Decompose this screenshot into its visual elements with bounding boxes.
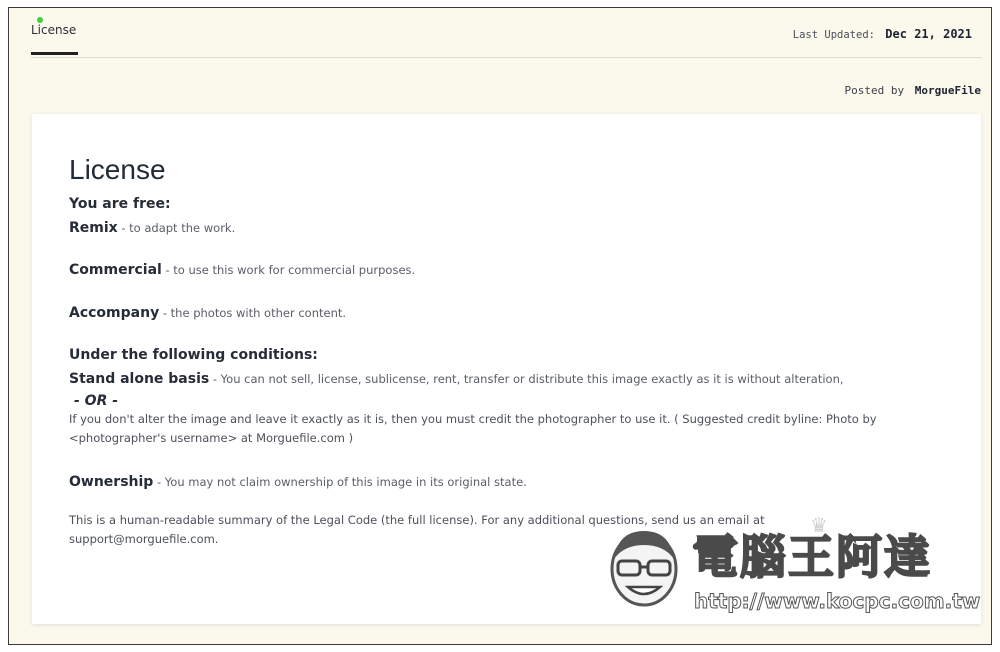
ownership-desc: - You may not claim ownership of this image in its original state. bbox=[153, 475, 527, 489]
watermark-face-icon bbox=[604, 521, 684, 611]
last-updated bbox=[793, 27, 972, 41]
accompany-item bbox=[69, 305, 346, 321]
posted-by-label: Posted by bbox=[844, 84, 905, 97]
tab-license-label: License bbox=[31, 23, 77, 37]
conditions-heading: Under the following conditions: bbox=[69, 347, 318, 363]
remix-item bbox=[69, 220, 235, 236]
ownership-item bbox=[69, 474, 527, 490]
posted-by bbox=[845, 84, 981, 97]
free-heading: You are free: bbox=[69, 196, 171, 212]
standalone-item bbox=[69, 371, 844, 387]
remix-term: Remix bbox=[69, 220, 118, 236]
watermark-crown-icon: ♛ bbox=[810, 513, 828, 537]
tab-license[interactable] bbox=[31, 23, 76, 47]
last-updated-label: Last Updated: bbox=[792, 29, 875, 41]
watermark bbox=[598, 513, 981, 615]
active-tab-indicator bbox=[31, 52, 78, 55]
or-separator: - OR - bbox=[74, 393, 119, 409]
accompany-desc: - the photos with other content. bbox=[159, 306, 347, 320]
standalone-term: Stand alone basis bbox=[69, 371, 210, 387]
watermark-name: 電腦王阿達 bbox=[692, 530, 932, 584]
credit-line-2: <photographer's username> at Morguefile.com ) bbox=[69, 431, 354, 445]
standalone-desc: - You can not sell, license, sublicense, rent, transfer or distribute this image exactly as it is without alteration, bbox=[209, 372, 844, 386]
tab-bar bbox=[31, 8, 982, 58]
credit-line-1: If you don't alter the image and leave it exactly as it is, then you must credit the photographer to use it. ( Suggested credit byline: Photo by bbox=[69, 412, 877, 426]
accompany-term: Accompany bbox=[69, 305, 160, 321]
last-updated-date: Dec 21, 2021 bbox=[885, 27, 972, 41]
remix-desc: - to adapt the work. bbox=[117, 221, 236, 235]
page-title: License bbox=[69, 154, 166, 185]
summary-line-1: This is a human-readable summary of the Legal Code (the full license). For any additional questions, send us an email at bbox=[69, 513, 765, 527]
ownership-term: Ownership bbox=[69, 474, 154, 490]
posted-by-author[interactable]: MorgueFile bbox=[914, 84, 981, 97]
commercial-item bbox=[69, 262, 415, 278]
commercial-desc: - to use this work for commercial purposes. bbox=[161, 263, 416, 277]
watermark-url: http://www.kocpc.com.tw bbox=[694, 589, 981, 613]
summary-line-2[interactable]: support@morguefile.com. bbox=[69, 532, 219, 546]
commercial-term: Commercial bbox=[69, 262, 162, 278]
